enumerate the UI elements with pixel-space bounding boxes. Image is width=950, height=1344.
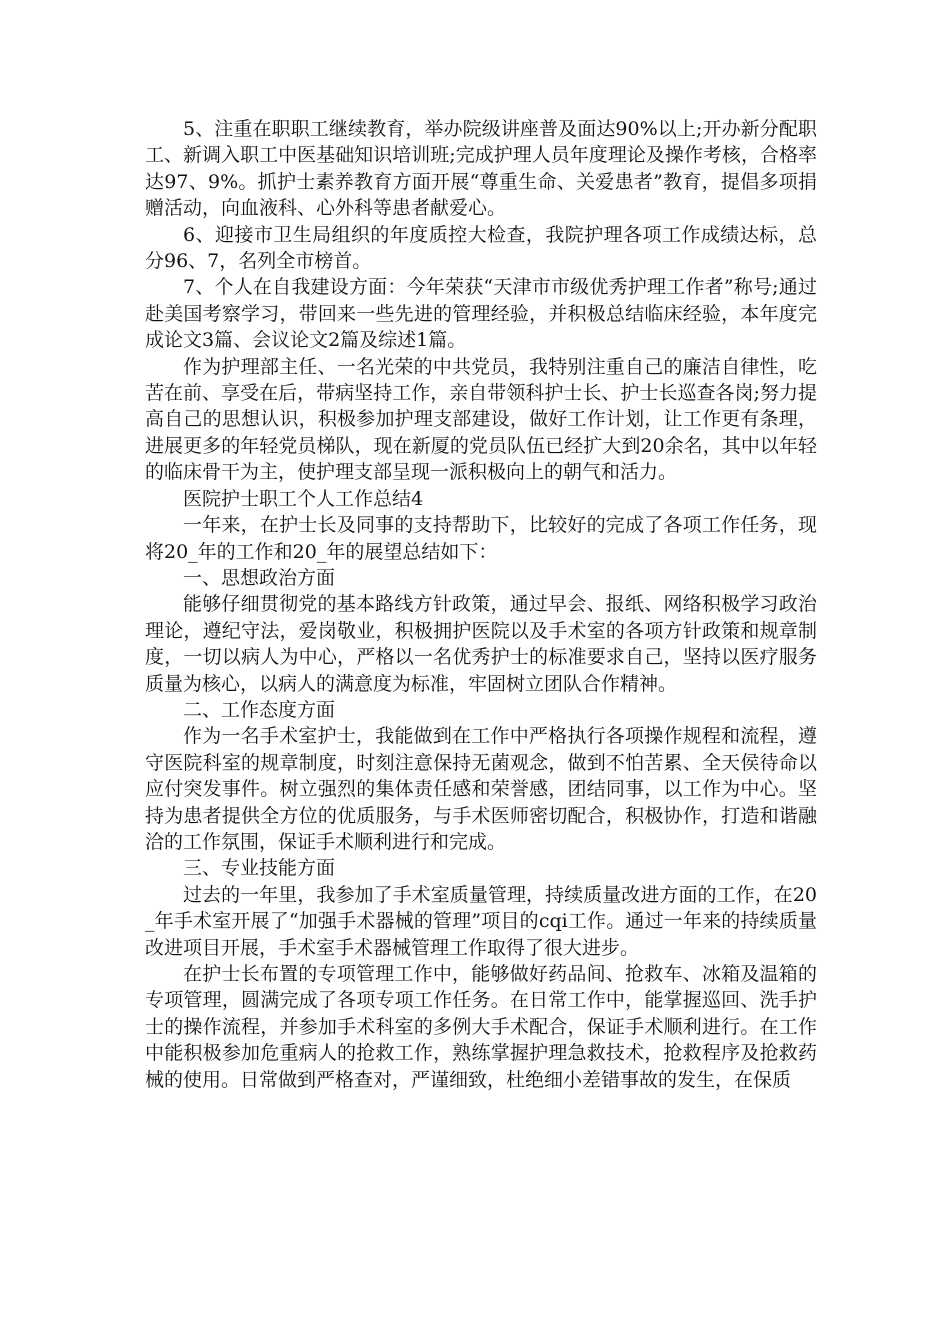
heading-political: 一、思想政治方面 — [183, 566, 336, 589]
paragraph-work-attitude: 作为一名手术室护士，我能做到在工作中严格执行各项操作规程和流程，遵守医院科室的规章制度，时刻注意保持无菌观念，做到不怕苦累、全天侯待命以应付突发事件。树立强烈的集体责任感和荣誉感，团结同事，以工作为中心。坚持为患者提供全方位的优质服务，与手术医师密切配合，积极协作，打造和谐融洽的工作氛围，保证手术顺利进行和完成。 — [145, 725, 817, 853]
paragraph-special-management: 在护士长布置的专项管理工作中，能够做好药品间、抢救车、冰箱及温箱的专项管理，圆满完成了各项专项工作任务。在日常工作中，能掌握巡回、洗手护士的操作流程，并参加手术科室的多例大手术配合，保证手术顺利进行。在工作中能积极参加危重病人的抢救工作，熟练掌握护理急救技术，抢救程序及抢救药械的使用。日常做到严格查对，严谨细致，杜绝细小差错事故的发生，在保质 — [145, 963, 817, 1091]
heading-professional-skills: 三、专业技能方面 — [183, 857, 336, 880]
document-page — [145, 116, 817, 1093]
paragraph-intro: 一年来，在护士长及同事的支持帮助下，比较好的完成了各项工作任务，现将20_年的工作和20_年的展望总结如下： — [145, 514, 817, 563]
paragraph-political: 能够仔细贯彻党的基本路线方针政策，通过早会、报纸、网络积极学习政治理论，遵纪守法，爱岗敬业，积极拥护医院以及手术室的各项方针政策和规章制度，一切以病人为中心，严格以一名优秀护士的标准要求自己，坚持以医疗服务质量为核心，以病人的满意度为标准，牢固树立团队合作精神。 — [145, 593, 817, 695]
paragraph-party-member: 作为护理部主任、一名光荣的中共党员，我特别注重自己的廉洁自律性，吃苦在前、享受在后，带病坚持工作，亲自带领科护士长、护士长巡查各岗;努力提高自己的思想认识，积极参加护理支部建设，做好工作计划，让工作更有条理，进展更多的年轻党员梯队，现在新厦的党员队伍已经扩大到20余名，其中以年轻的临床骨干为主，使护理支部呈现一派积极向上的朝气和活力。 — [145, 355, 817, 484]
section-title: 医院护士职工个人工作总结4 — [183, 487, 424, 510]
paragraph-quality-management: 过去的一年里，我参加了手术室质量管理，持续质量改进方面的工作，在20_年手术室开展了“加强手术器械的管理”项目的cqi工作。通过一年来的持续质量改进项目开展，手术室手术器械管理工作取得了很大进步。 — [145, 883, 817, 959]
paragraph-item-6: 6、迎接市卫生局组织的年度质控大检查，我院护理各项工作成绩达标，总分96、7，名列全市榜首。 — [145, 223, 817, 273]
heading-work-attitude: 二、工作态度方面 — [183, 698, 336, 721]
paragraph-item-7: 7、个人在自我建设方面：今年荣获“天津市市级优秀护理工作者”称号;通过赴美国考察学习，带回来一些先进的管理经验，并积极总结临床经验，本年度完成论文3篇、会议论文2篇及综述1篇。 — [145, 276, 817, 352]
paragraph-item-5: 5、注重在职职工继续教育，举办院级讲座普及面达90%以上;开办新分配职工、新调入职工中医基础知识培训班;完成护理人员年度理论及操作考核，合格率达97、9%。抓护士素养教育方面开展“尊重生命、关爱患者”教育，提倡多项捐赠活动，向血液科、心外科等患者献爱心。 — [145, 118, 817, 220]
